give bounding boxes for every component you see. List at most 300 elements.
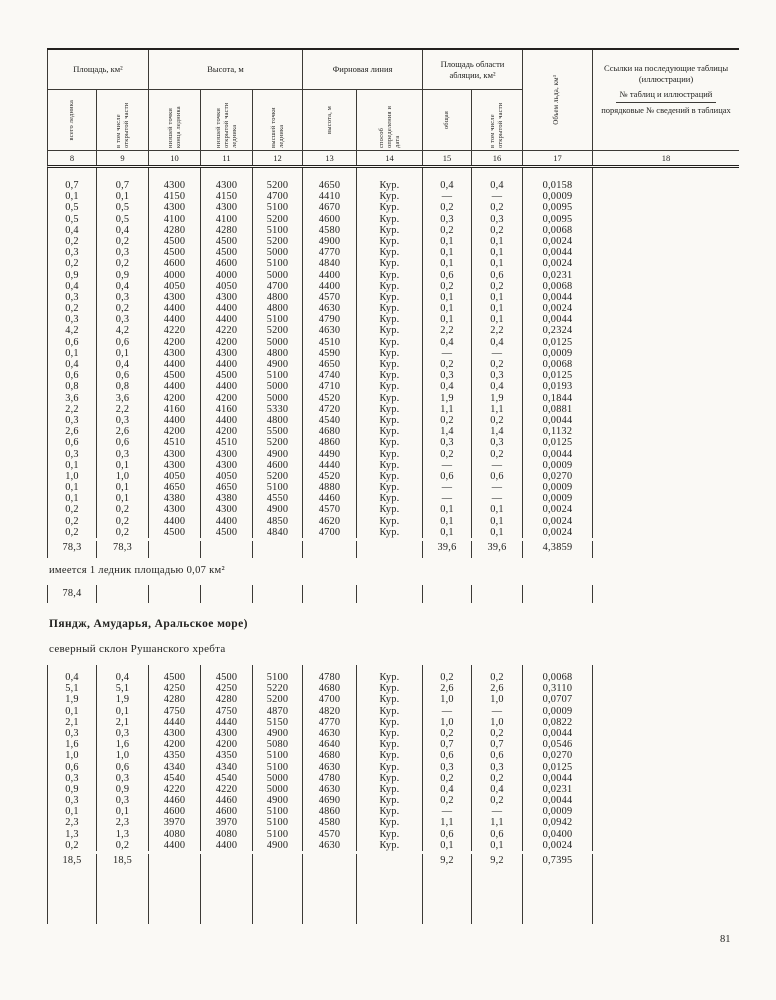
cell: 2,2 bbox=[48, 404, 97, 415]
cell: Кур. bbox=[357, 281, 423, 292]
cell: 0,6 bbox=[48, 437, 97, 448]
cell bbox=[593, 314, 739, 325]
cell: 4500 bbox=[201, 370, 253, 381]
cell bbox=[593, 325, 739, 336]
cell: 0,4 bbox=[48, 359, 97, 370]
cell: 4150 bbox=[149, 191, 201, 202]
cell: 0,5 bbox=[48, 202, 97, 213]
cell bbox=[523, 868, 593, 924]
cell: 4300 bbox=[149, 728, 201, 739]
cell: 0,0125 bbox=[523, 337, 593, 348]
cell: 4900 bbox=[253, 840, 303, 851]
cell: 4650 bbox=[303, 180, 357, 191]
cell: 0,3 bbox=[472, 370, 523, 381]
cell: 0,6 bbox=[48, 370, 97, 381]
cell: — bbox=[423, 191, 472, 202]
cell: — bbox=[423, 493, 472, 504]
cell: 0,2 bbox=[423, 415, 472, 426]
cell: 0,2 bbox=[423, 672, 472, 683]
cell: 5330 bbox=[253, 404, 303, 415]
cell bbox=[48, 168, 97, 180]
cell: 4100 bbox=[149, 214, 201, 225]
cell: 4630 bbox=[303, 840, 357, 851]
table-row bbox=[48, 471, 739, 482]
cell: 4600 bbox=[201, 806, 253, 817]
cell: 0,2 bbox=[48, 258, 97, 269]
cell: 4500 bbox=[149, 236, 201, 247]
cell: 1,1 bbox=[423, 817, 472, 828]
cell: 0,1 bbox=[48, 348, 97, 359]
cell: 78,3 bbox=[97, 541, 149, 555]
cell: 0,6 bbox=[472, 471, 523, 482]
table-row bbox=[48, 359, 739, 370]
cell: 4460 bbox=[149, 795, 201, 806]
table-row bbox=[48, 270, 739, 281]
cell bbox=[48, 555, 97, 558]
cell: 4150 bbox=[201, 191, 253, 202]
cell bbox=[303, 168, 357, 180]
cell: 2,1 bbox=[48, 717, 97, 728]
group-label-ablation: Площадь области абляции, км² bbox=[423, 50, 522, 90]
cell: 2,6 bbox=[48, 426, 97, 437]
table-row bbox=[48, 337, 739, 348]
cell: 4680 bbox=[303, 750, 357, 761]
cell: Кур. bbox=[357, 840, 423, 851]
cell: 1,0 bbox=[423, 717, 472, 728]
cell: 0,3 bbox=[423, 762, 472, 773]
cell: 0,1 bbox=[472, 504, 523, 515]
table-row bbox=[48, 854, 739, 868]
cell: 18,5 bbox=[97, 854, 149, 868]
cell: 0,4 bbox=[48, 281, 97, 292]
cell bbox=[593, 225, 739, 236]
cell: 0,2 bbox=[423, 449, 472, 460]
cell: 0,0044 bbox=[523, 292, 593, 303]
cell bbox=[593, 281, 739, 292]
cell: 4750 bbox=[201, 706, 253, 717]
table-row bbox=[48, 202, 739, 213]
cell: 1,0 bbox=[48, 471, 97, 482]
cell bbox=[48, 665, 97, 672]
cell: 4080 bbox=[201, 829, 253, 840]
cell: 9,2 bbox=[423, 854, 472, 868]
table-row bbox=[48, 247, 739, 258]
cell: 0,3 bbox=[423, 370, 472, 381]
cell bbox=[201, 854, 253, 868]
table-row bbox=[48, 493, 739, 504]
cell: 4300 bbox=[201, 292, 253, 303]
table-row bbox=[48, 168, 739, 180]
cell: 0,1 bbox=[423, 314, 472, 325]
cell: 0,1 bbox=[97, 460, 149, 471]
cell: 4460 bbox=[201, 795, 253, 806]
column-number: 9 bbox=[97, 151, 149, 165]
cell: 4300 bbox=[201, 504, 253, 515]
cell: 5100 bbox=[253, 750, 303, 761]
cell: 0,2 bbox=[423, 202, 472, 213]
cell: 0,4 bbox=[423, 381, 472, 392]
cell: 4400 bbox=[201, 303, 253, 314]
cell: 0,1 bbox=[472, 247, 523, 258]
table-row bbox=[48, 460, 739, 471]
cell: 4220 bbox=[149, 325, 201, 336]
cell: 5100 bbox=[253, 202, 303, 213]
cell: 5200 bbox=[253, 437, 303, 448]
cell: 4750 bbox=[149, 706, 201, 717]
cell: 1,1 bbox=[472, 404, 523, 415]
cell: 5200 bbox=[253, 214, 303, 225]
cell: 0,2 bbox=[423, 728, 472, 739]
cell: 0,0942 bbox=[523, 817, 593, 828]
cell bbox=[149, 168, 201, 180]
cell: 5,1 bbox=[97, 683, 149, 694]
cell bbox=[523, 168, 593, 180]
group-label-firn: Фирновая линия bbox=[303, 50, 422, 90]
cell: 0,1 bbox=[472, 516, 523, 527]
cell: 4900 bbox=[303, 236, 357, 247]
cell: 4250 bbox=[201, 683, 253, 694]
cell: 0,3 bbox=[97, 728, 149, 739]
cell: 1,9 bbox=[48, 694, 97, 705]
cell bbox=[593, 541, 739, 555]
cell: 4100 bbox=[201, 214, 253, 225]
column-number: 14 bbox=[357, 151, 423, 165]
cell: 4440 bbox=[149, 717, 201, 728]
cell: 4500 bbox=[201, 247, 253, 258]
cell: 4630 bbox=[303, 325, 357, 336]
cell: 0,0009 bbox=[523, 493, 593, 504]
cell: 0,2 bbox=[472, 795, 523, 806]
cell: 0,1 bbox=[472, 303, 523, 314]
cell: 0,3 bbox=[97, 415, 149, 426]
cell: 0,4 bbox=[423, 784, 472, 795]
cell: 4200 bbox=[201, 426, 253, 437]
cell: 0,0009 bbox=[523, 191, 593, 202]
refs-line1: Ссылки на последующие таблицы (иллюстрации) bbox=[603, 63, 729, 84]
cell: Кур. bbox=[357, 225, 423, 236]
cell: 4400 bbox=[201, 314, 253, 325]
cell: 4400 bbox=[149, 516, 201, 527]
table-row bbox=[48, 191, 739, 202]
cell: 0,2324 bbox=[523, 325, 593, 336]
cell: 0,0024 bbox=[523, 303, 593, 314]
cell: 0,1 bbox=[423, 247, 472, 258]
refs-line2: № таблиц и иллюстраций bbox=[616, 89, 717, 103]
cell: 1,3 bbox=[48, 829, 97, 840]
cell: 4280 bbox=[201, 225, 253, 236]
cell bbox=[593, 404, 739, 415]
cell bbox=[472, 168, 523, 180]
column-number: 13 bbox=[303, 151, 357, 165]
table-row bbox=[48, 225, 739, 236]
cell: 0,2 bbox=[423, 359, 472, 370]
cell: Кур. bbox=[357, 393, 423, 404]
cell bbox=[357, 168, 423, 180]
column-number: 18 bbox=[661, 153, 671, 163]
rotated-labels-height bbox=[149, 90, 302, 150]
table-row bbox=[48, 381, 739, 392]
cell: 0,0009 bbox=[523, 482, 593, 493]
table-row bbox=[48, 437, 739, 448]
cell: 0,0068 bbox=[523, 359, 593, 370]
cell: 0,4 bbox=[48, 225, 97, 236]
cell: 4400 bbox=[201, 516, 253, 527]
cell: 0,1 bbox=[472, 292, 523, 303]
cell: 4500 bbox=[201, 527, 253, 538]
column-numbers-row bbox=[47, 150, 739, 168]
cell: 1,4 bbox=[423, 426, 472, 437]
cell: 0,9 bbox=[48, 270, 97, 281]
cell: 0,0044 bbox=[523, 795, 593, 806]
cell: Кур. bbox=[357, 247, 423, 258]
cell: 4400 bbox=[149, 314, 201, 325]
cell bbox=[201, 541, 253, 555]
cell: 0,0044 bbox=[523, 449, 593, 460]
cell: 5200 bbox=[253, 471, 303, 482]
cell: 5100 bbox=[253, 829, 303, 840]
cell: 0,1 bbox=[97, 191, 149, 202]
cell: 0,0024 bbox=[523, 527, 593, 538]
cell bbox=[593, 337, 739, 348]
cell: 0,2 bbox=[97, 258, 149, 269]
cell: Кур. bbox=[357, 348, 423, 359]
cell: 4600 bbox=[201, 258, 253, 269]
table-row bbox=[48, 829, 739, 840]
table-row bbox=[48, 762, 739, 773]
cell bbox=[97, 868, 149, 924]
cell: 0,0068 bbox=[523, 672, 593, 683]
cell: 4000 bbox=[149, 270, 201, 281]
cell: 4,3859 bbox=[523, 541, 593, 555]
cell: Кур. bbox=[357, 359, 423, 370]
cell: 0,0024 bbox=[523, 504, 593, 515]
cell: 4820 bbox=[303, 706, 357, 717]
cell: 5,1 bbox=[48, 683, 97, 694]
cell: 4600 bbox=[303, 214, 357, 225]
cell: 1,0 bbox=[472, 694, 523, 705]
cell bbox=[303, 555, 357, 558]
cell: 0,2 bbox=[48, 504, 97, 515]
cell bbox=[149, 555, 201, 558]
cell: 4,2 bbox=[48, 325, 97, 336]
cell bbox=[593, 370, 739, 381]
cell: 0,2 bbox=[97, 516, 149, 527]
cell: 4200 bbox=[149, 426, 201, 437]
cell: 0,1 bbox=[472, 314, 523, 325]
table-row bbox=[48, 728, 739, 739]
table-row bbox=[48, 717, 739, 728]
cell: Кур. bbox=[357, 314, 423, 325]
cell: 4050 bbox=[201, 281, 253, 292]
rotated-labels-ablation bbox=[423, 90, 522, 150]
cell: 0,4 bbox=[48, 672, 97, 683]
group-label-area: Площадь, км² bbox=[48, 50, 148, 90]
cell bbox=[149, 854, 201, 868]
cell: 0,0068 bbox=[523, 225, 593, 236]
col-12-header: высшей точки ледника bbox=[269, 107, 285, 148]
cell: 0,4 bbox=[97, 672, 149, 683]
cell: 4580 bbox=[303, 225, 357, 236]
cell: 0,1 bbox=[97, 493, 149, 504]
cell: 0,6 bbox=[472, 829, 523, 840]
cell bbox=[593, 493, 739, 504]
basin-heading: Пяндж, Амударья, Аральское море) bbox=[49, 618, 248, 630]
cell bbox=[593, 504, 739, 515]
cell bbox=[523, 555, 593, 558]
cell: 0,1 bbox=[48, 706, 97, 717]
cell: 2,3 bbox=[48, 817, 97, 828]
cell: 5100 bbox=[253, 762, 303, 773]
cell: 0,7 bbox=[423, 739, 472, 750]
cell: 4400 bbox=[201, 359, 253, 370]
cell: 0,0546 bbox=[523, 739, 593, 750]
cell: 0,1 bbox=[97, 348, 149, 359]
col-9-header: в том числе открытой части bbox=[114, 102, 130, 148]
cell bbox=[593, 270, 739, 281]
cell: 0,1844 bbox=[523, 393, 593, 404]
cell bbox=[593, 482, 739, 493]
col-8-header: всего ледника bbox=[48, 90, 97, 150]
cell: 5100 bbox=[253, 225, 303, 236]
cell: 0,2 bbox=[472, 225, 523, 236]
group-label-height: Высота, м bbox=[149, 50, 302, 90]
column-number: 8 bbox=[48, 151, 97, 165]
cell: 0,2 bbox=[48, 527, 97, 538]
cell: 4280 bbox=[149, 225, 201, 236]
cell: 0,3 bbox=[48, 247, 97, 258]
cell: 4900 bbox=[253, 728, 303, 739]
cell: 0,0125 bbox=[523, 370, 593, 381]
cell: 0,3 bbox=[48, 415, 97, 426]
cell bbox=[593, 773, 739, 784]
table-row bbox=[48, 325, 739, 336]
cell: 4790 bbox=[303, 314, 357, 325]
cell: 0,3 bbox=[472, 214, 523, 225]
cell: 0,8 bbox=[48, 381, 97, 392]
cell: 2,6 bbox=[472, 683, 523, 694]
cell: 1,1 bbox=[472, 817, 523, 828]
cell: 4900 bbox=[253, 795, 303, 806]
group-ablation bbox=[423, 50, 523, 150]
cell bbox=[593, 829, 739, 840]
cell: 5200 bbox=[253, 325, 303, 336]
cell: 0,2 bbox=[97, 527, 149, 538]
cell: 0,0068 bbox=[523, 281, 593, 292]
cell: 0,1 bbox=[48, 493, 97, 504]
cell: 18,5 bbox=[48, 854, 97, 868]
cell: 0,0024 bbox=[523, 236, 593, 247]
cell: 4600 bbox=[253, 460, 303, 471]
cell: 0,0125 bbox=[523, 437, 593, 448]
col-13-header: высота, м bbox=[303, 90, 357, 150]
cell bbox=[593, 555, 739, 558]
cell: 4300 bbox=[149, 292, 201, 303]
cell: 0,3 bbox=[48, 795, 97, 806]
cell bbox=[593, 795, 739, 806]
cell: 0,6 bbox=[97, 337, 149, 348]
cell: 0,0024 bbox=[523, 516, 593, 527]
table-row bbox=[48, 482, 739, 493]
cell: 5100 bbox=[253, 817, 303, 828]
cell: 4780 bbox=[303, 672, 357, 683]
cell: — bbox=[472, 191, 523, 202]
cell bbox=[253, 585, 303, 603]
cell bbox=[201, 665, 253, 672]
cell: 5100 bbox=[253, 370, 303, 381]
refs-line3: порядковые № сведений в таблицах bbox=[601, 104, 731, 115]
table-row bbox=[48, 281, 739, 292]
cell: Кур. bbox=[357, 784, 423, 795]
cell: 4570 bbox=[303, 292, 357, 303]
cell: 4400 bbox=[149, 359, 201, 370]
cell: 0,3110 bbox=[523, 683, 593, 694]
cell: 4520 bbox=[303, 393, 357, 404]
cell: 4500 bbox=[201, 236, 253, 247]
cell: 4870 bbox=[253, 706, 303, 717]
cell: 4410 bbox=[303, 191, 357, 202]
cell: 4500 bbox=[149, 247, 201, 258]
cell: 4630 bbox=[303, 762, 357, 773]
group-height bbox=[149, 50, 303, 150]
cell: 0,4 bbox=[472, 784, 523, 795]
cell: 0,1 bbox=[48, 482, 97, 493]
cell: 1,9 bbox=[472, 393, 523, 404]
cell bbox=[593, 214, 739, 225]
cell: 4050 bbox=[201, 471, 253, 482]
cell: 3970 bbox=[201, 817, 253, 828]
cell: 4650 bbox=[303, 359, 357, 370]
cell: 0,0009 bbox=[523, 348, 593, 359]
cell: 0,0024 bbox=[523, 840, 593, 851]
cell: 0,5 bbox=[48, 214, 97, 225]
cell bbox=[357, 555, 423, 558]
cell: 0,2 bbox=[472, 672, 523, 683]
cell: 4350 bbox=[201, 750, 253, 761]
cell: Кур. bbox=[357, 214, 423, 225]
cell: Кур. bbox=[357, 694, 423, 705]
column-number: 17 bbox=[523, 151, 593, 165]
table-row bbox=[48, 303, 739, 314]
cell: 0,0009 bbox=[523, 706, 593, 717]
cell: 0,3 bbox=[48, 773, 97, 784]
header-main-row bbox=[47, 50, 739, 150]
cell: Кур. bbox=[357, 750, 423, 761]
cell: 2,6 bbox=[423, 683, 472, 694]
cell bbox=[97, 555, 149, 558]
cell bbox=[593, 672, 739, 683]
cell: 4300 bbox=[201, 348, 253, 359]
cell: 4380 bbox=[201, 493, 253, 504]
cell bbox=[423, 585, 472, 603]
cell bbox=[149, 665, 201, 672]
cell bbox=[593, 527, 739, 538]
cell bbox=[593, 516, 739, 527]
cell: 4580 bbox=[303, 817, 357, 828]
footnote: имеется 1 ледник площадью 0,07 км² bbox=[49, 565, 225, 576]
cell bbox=[593, 236, 739, 247]
cell: 5200 bbox=[253, 694, 303, 705]
cell bbox=[253, 555, 303, 558]
cell: 4050 bbox=[149, 281, 201, 292]
cell: — bbox=[472, 460, 523, 471]
cell bbox=[303, 541, 357, 555]
cell bbox=[149, 585, 201, 603]
cell bbox=[303, 854, 357, 868]
cell: 0,0044 bbox=[523, 773, 593, 784]
cell: 4300 bbox=[201, 449, 253, 460]
cell: 4680 bbox=[303, 426, 357, 437]
cell bbox=[593, 437, 739, 448]
